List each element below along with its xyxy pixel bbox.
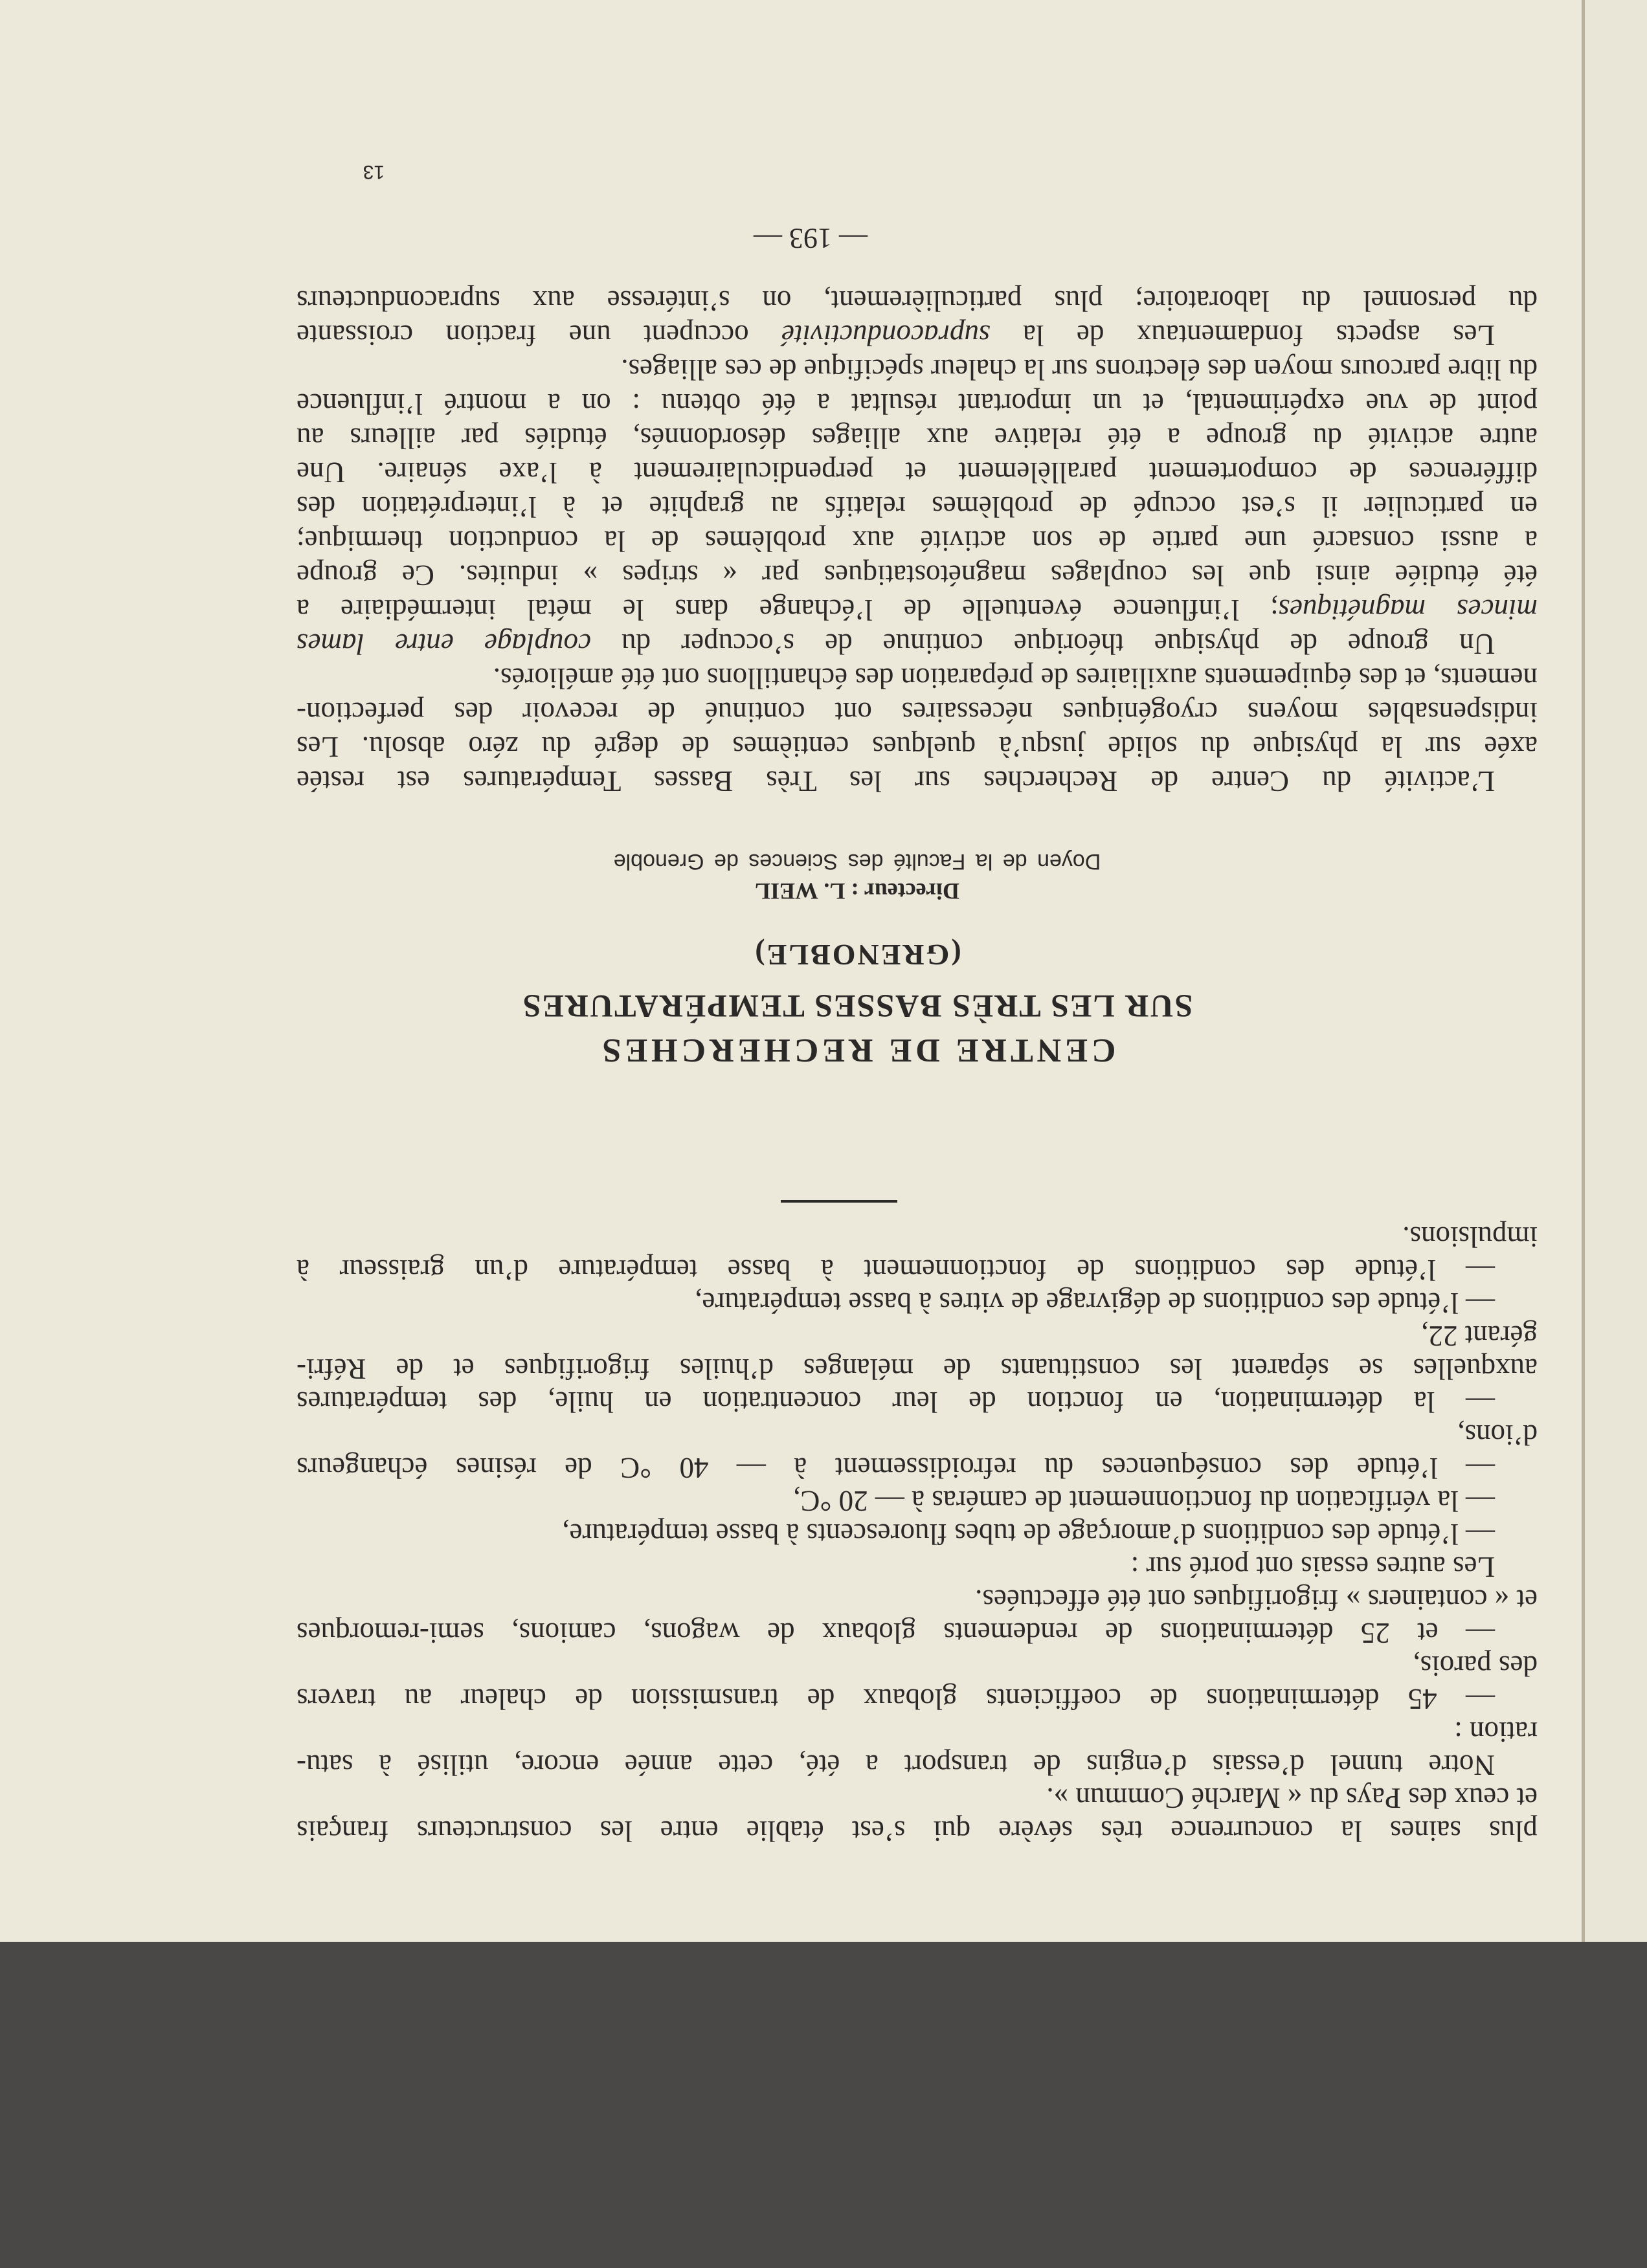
text-span: occupent une fraction croissante: [297, 319, 782, 351]
heading-location: (GRENOBLE): [753, 939, 961, 972]
paragraph: [297, 1418, 1538, 1484]
text-line: — 45 déterminations de coefficients globaux de transmission de chaleur au travers: [297, 1683, 1495, 1715]
text-line: été étudiée ainsi que les couplages magnétostatiques par « stripes » induites. Ce groupe: [297, 559, 1538, 592]
text-line: et ceux des Pays du « Marché Commun ».: [1046, 1782, 1538, 1814]
text-line: du personnel du laboratoire; plus particulièrement, on s’intéresse aux supraconducteurs: [297, 285, 1538, 317]
paragraph: [297, 1517, 1538, 1550]
text-line: des parois,: [1413, 1650, 1538, 1682]
text-line: L’activité du Centre de Recherches sur les Très Basses Températures est restée: [297, 765, 1495, 797]
text-line: — l’étude des conditions de fonctionnement à basse température d’un graisseur à: [297, 1254, 1495, 1286]
paragraph: [297, 1781, 1538, 1847]
text-line: autre activité du groupe a été relative aux alliages désordonnés, étudiés par ailleurs au: [297, 422, 1538, 454]
text-span: Les aspects fondamentaux de la: [990, 319, 1495, 351]
text-line: en particulier il s’est occupé de problèmes relatifs au graphite et à l’interprétation des: [297, 491, 1538, 523]
text-line: nements, et des équipements auxiliaires de préparation des échantillons ont été améliorés.: [493, 662, 1538, 695]
refrigeration-tests-section: [297, 1220, 1538, 1847]
italic-text: couplage entre lames: [297, 628, 591, 660]
text-line: — l’étude des conditions de dégivrage de vitres à basse température,: [695, 1287, 1495, 1319]
text-line: Les autres essais ont porté sur :: [1130, 1551, 1495, 1583]
text-line: a aussi consacré une partie de son activité aux problèmes de la conduction thermique;: [297, 525, 1538, 557]
heading-line-2: SUR LES TRÈS BASSES TEMPÉRATURES: [521, 988, 1193, 1025]
text-span: ; l’influence éventuelle de l’échange dans le métal intermédiaire a: [297, 594, 1279, 626]
text-line: — l’étude des conséquences du refroidissement à — 40 °C de résines échangeurs: [297, 1452, 1495, 1484]
italic-text: minces magnétiques: [1278, 594, 1538, 626]
text-line: gérant 22,: [1421, 1320, 1538, 1352]
paragraph: [297, 352, 1538, 661]
italic-text: supraconductivité: [781, 319, 991, 351]
text-line: ration :: [1454, 1716, 1538, 1748]
text-line: [297, 592, 1538, 627]
text-line: — l’étude des conditions d’amorçage de tubes fluorescents à basse température,: [562, 1518, 1495, 1550]
text-line: d’ions,: [1457, 1419, 1538, 1451]
paragraph: [297, 1286, 1538, 1319]
text-line: indispensables moyens cryogéniques nécessaires ont continué de recevoir des perfection-: [297, 696, 1538, 729]
paragraph: [297, 1220, 1538, 1286]
section-divider: [781, 1200, 897, 1203]
paragraph: [297, 1319, 1538, 1418]
heading-line-1: CENTRE DE RECHERCHES: [598, 1032, 1116, 1069]
text-line: — et 25 déterminations de rendements globaux de wagons, camions, semi-remorques: [297, 1617, 1495, 1649]
paragraph: [297, 1550, 1538, 1583]
page-number: — 193 —: [754, 223, 868, 254]
text-line: — la vérification du fonctionnement de caméras à — 20 °C,: [793, 1485, 1495, 1517]
text-line: impulsions.: [1402, 1221, 1538, 1253]
dean-line: Doyen de la Faculté des Sciences de Grenoble: [613, 849, 1101, 874]
text-line: Notre tunnel d’essais d’engins de transport a été, cette année encore, utilisé à satu-: [297, 1749, 1495, 1781]
sheet-number: 13: [363, 161, 385, 183]
director-line: Directeur : L. WEIL: [755, 878, 959, 904]
paragraph: [297, 1583, 1538, 1649]
text-line: différences de comportement parallèlement et perpendiculairement à l’axe sénaire. Une: [297, 456, 1538, 489]
text-line: plus saines la concurrence très sévère qui s’est établie entre les constructeurs français: [297, 1815, 1538, 1847]
text-line: [297, 627, 1538, 661]
text-line: du libre parcours moyen des électrons sur la chaleur spécifique de ces alliages.: [621, 353, 1538, 386]
text-line: auxquelles se séparent les constituants de mélanges d’huiles frigorifiques et de Réfri-: [297, 1353, 1538, 1385]
text-span: Un groupe de physique théorique continue de s’occuper du: [590, 628, 1495, 660]
text-line: axée sur la physique du solide jusqu’à quelques centièmes de degré du zéro absolu. Les: [297, 731, 1538, 763]
paragraph: [297, 661, 1538, 798]
text-line: — la détermination, en fonction de leur concentration en huile, des températures: [297, 1386, 1495, 1418]
text-line: [297, 318, 1538, 352]
paragraph: [297, 1649, 1538, 1715]
text-line: et « containers » frigorifiques ont été effectuées.: [975, 1584, 1538, 1616]
paragraph: [297, 284, 1538, 352]
paragraph: [297, 1715, 1538, 1781]
text-line: point de vue expérimental, et un important résultat a été obtenu : on a montré l’influence: [297, 388, 1538, 420]
paragraph: [297, 1484, 1538, 1517]
low-temperature-research-section: [297, 284, 1538, 798]
